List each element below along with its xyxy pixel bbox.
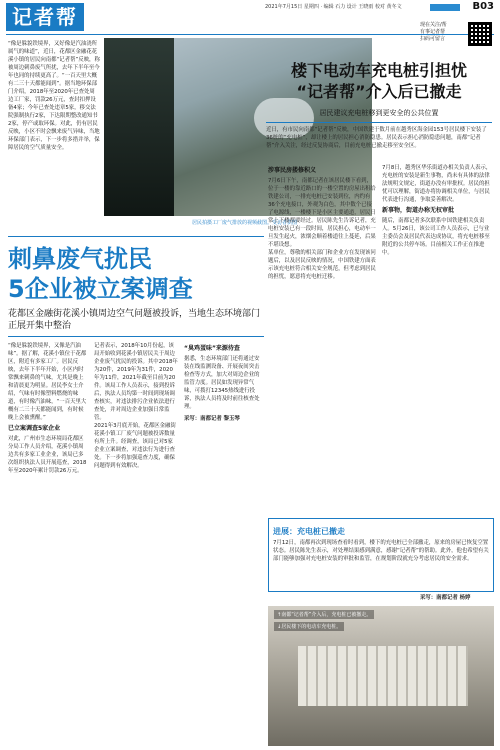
- right-byline: 采写：南都记者 杨婷: [420, 595, 471, 601]
- right-col1-heading: 涉事民房搂修积义: [268, 167, 317, 174]
- charger-rack-shape: [298, 646, 468, 706]
- right-col2-text2: 随后，南都记者多次联系中国铁建相关负责人。5月26日，该公司工作人员表示，已与业主委员会及居民代表达成协议，将充电桩移至附近的公共停车场。目前相关工作正在推进中。: [382, 218, 490, 256]
- right-headline: 楼下电动车充电桩引担忧 “记者帮”介入后已撤走: [290, 61, 467, 101]
- right-subhead: 居民建议充电桩移到更安全的公共位置: [319, 109, 439, 117]
- right-col1-text: 7月6日下午，南都记者在该居民楼下看到，位于一楼的靠近路口的一楼空置的房屋出租给铁建公司，一排充电桩已安装到位，内约有36个充电接口，外观为白色，其中数个已接了电源线，一楼楼下是小区主要通道，居民日常上下楼都要经过。居民陈先生告诉记者，充电桩安装已有一段时间，居民担心，电动车一旦发生起火，浓烟会顺着楼道往上蔓延，后果不堪设想。: [268, 178, 376, 248]
- right-lead: 近日，有市民向南都“记者帮”反映，中国铁建于数月前在越秀区海金园153号居民楼下安装了36桩的“充电桩”，却让楼上的居民担心消防隐患。居民表示担心消防隐患问题，南都“记者帮”介入关注，经过反复协商后，目前充电桩已撤走移至安全区。: [266, 127, 487, 149]
- section-badge: 记者帮: [6, 3, 84, 31]
- bottom-left-column: [8, 342, 88, 672]
- progress-box-title: 进展：充电桩已撤走: [273, 527, 345, 536]
- main-top-divider: [8, 236, 264, 237]
- bottom-mid-column: [94, 342, 178, 672]
- masthead: [0, 0, 500, 29]
- qr-code[interactable]: [468, 22, 492, 46]
- dateline: 2021年7月15日 星期四 · 编辑 石力 设计 王晓雨 校对 黄冬文: [265, 4, 402, 10]
- right-col2-text: 7月8日，越秀区华乐街道办相关负责人表示，充电桩的安装是新生事物，尚未有具体的法律法规明文规定，街道办没有审批权。居民的担忧可以理解，街道办将协调相关单位，与居民代表进行沟通，争取妥善解决。: [382, 165, 492, 203]
- photo2-caption2: ↓居民楼下的电动车充电桩。: [274, 622, 344, 631]
- photo-caption: 居民拍摄工厂废气排放的视频截图。受访者供图: [192, 220, 298, 226]
- page-flag: [430, 4, 460, 11]
- intro-column: “像是躲貌铁境界，又好像是汽油浇所属气的味道”，近日，花都区金融花花溪小镇的居民向南都“记者帮”反映，称被周边刺鼻废气所扰，去年下半年至今年也同的持续更高了。“一百天里大概有二三十天都能闻到”。据当地环保部门介绍，2018年至2020年已查处周边工厂家，罚款26万元，查封扣押设备4家；今年已查处违章5家，移交法院强制执行2家，下达限期整改通知书2家，停产或取环保。对此，仍有居民反映，小区不时会飘来废气异味，当地环保部门表示，下一步将多措并举，保障居民的空气质量安全。: [8, 41, 100, 151]
- bottom-left-text2: 对此，广州市生态环境局花都区分局工作人员介绍，花溪小镇周边共有多家工业企业，该局已多次组织执法人员开展巡查，2018年至2020年累计罚款26万元。: [8, 436, 87, 474]
- bottom-left-subhead: 已立案调查5家企业: [8, 425, 61, 432]
- progress-box: [268, 518, 494, 592]
- progress-box-text: 7月12日，南都再次到现场查看时看到，楼下的充电桩已全部撤走，原来的房屋已恢复空置状态。居民陈先生表示，对处理结果感到满意，感谢“记者帮”的帮助。此外，他也希望有关部门能够加强对充电桩安装的审批和监管，在规划阶段就充分考虑居民的安全需求。: [273, 540, 489, 562]
- right-divider: [266, 122, 492, 123]
- bottom-mid-subhead: “臭鸡蛋味”来源待查: [184, 345, 240, 352]
- page-number: B03: [472, 1, 494, 12]
- bottom-left-text: “像是躲貌铁境界，又像是汽油味”。据了解，花溪小镇位于花都区，附近有多家工厂。居民反映，去年下半年开始，小区内时常飘来刺鼻的气味，尤其是晚上和清晨更为明显。居民李女士介绍，气味有时像塑料燃烧的味道，有时像汽油味，“一百天里大概有二三十天都能闻到，有时候晚上会被熏醒。”: [8, 343, 87, 421]
- right-col-1: [268, 164, 376, 464]
- main-bottom-divider: [8, 336, 264, 337]
- main-headline: 刺鼻废气扰民 5企业被立案调查: [8, 245, 193, 303]
- bottom-byline: 采写：南都记者 黎玉琴: [184, 416, 240, 422]
- right-col1-text2: 某单位，尊敬的相关部门和企业方在发现该问题后，以及居民反映的情况，中国铁建方面表示该充电桩符合相关安全规范，但考虑到居民的担忧，愿意将充电桩迁移。: [268, 250, 376, 280]
- right-col-2: [382, 164, 494, 464]
- right-col2-heading: 新事物，街道办称无权审批: [382, 207, 455, 214]
- qr-note: 现在关注/帮 有事记者帮 扫码可留言: [420, 22, 447, 42]
- main-subhead: 花都区金融街花溪小镇周边空气问题被投诉，当地生态环境部门正展开集中整治: [8, 309, 261, 331]
- photo2-caption: ↑南都“记者帮”介入后，充电桩已被撤走。: [274, 610, 374, 619]
- bottom-right-column: [184, 342, 264, 672]
- bottom-mid-text: 记者表示，2018年10月份起，该局开始收到花溪小镇居民关于周边企业废气扰民的投诉。其中2018年为20件，2019年为31件，2020年为11件，2021年截至目前为20件。该局工作人员表示，接到投诉后，执法人员均第一时间到现场调查核实，对违法排污企业依法进行查处，并对周边企业加强日常监管。: [94, 343, 178, 421]
- bottom-mid-text2: 2021年3月底开始，花都区金融街花溪小镇工厂废气问题被投诉数量有所上升。经调查，该局已对5家企业立案调查，对违法行为进行查处。下一步将加强巡查力度，确保问题得到有效解决。: [94, 423, 176, 469]
- dark-wall-shape: [104, 38, 174, 216]
- bottom-mid-text3: 据悉，生态环境部门还将通过安装在线监测设备、开展夜间突击检查等方式，加大对周边企业的监管力度。居民如发现异常气味，可拨打12345热线进行投诉，执法人员将及时前往核查处理。: [184, 356, 260, 410]
